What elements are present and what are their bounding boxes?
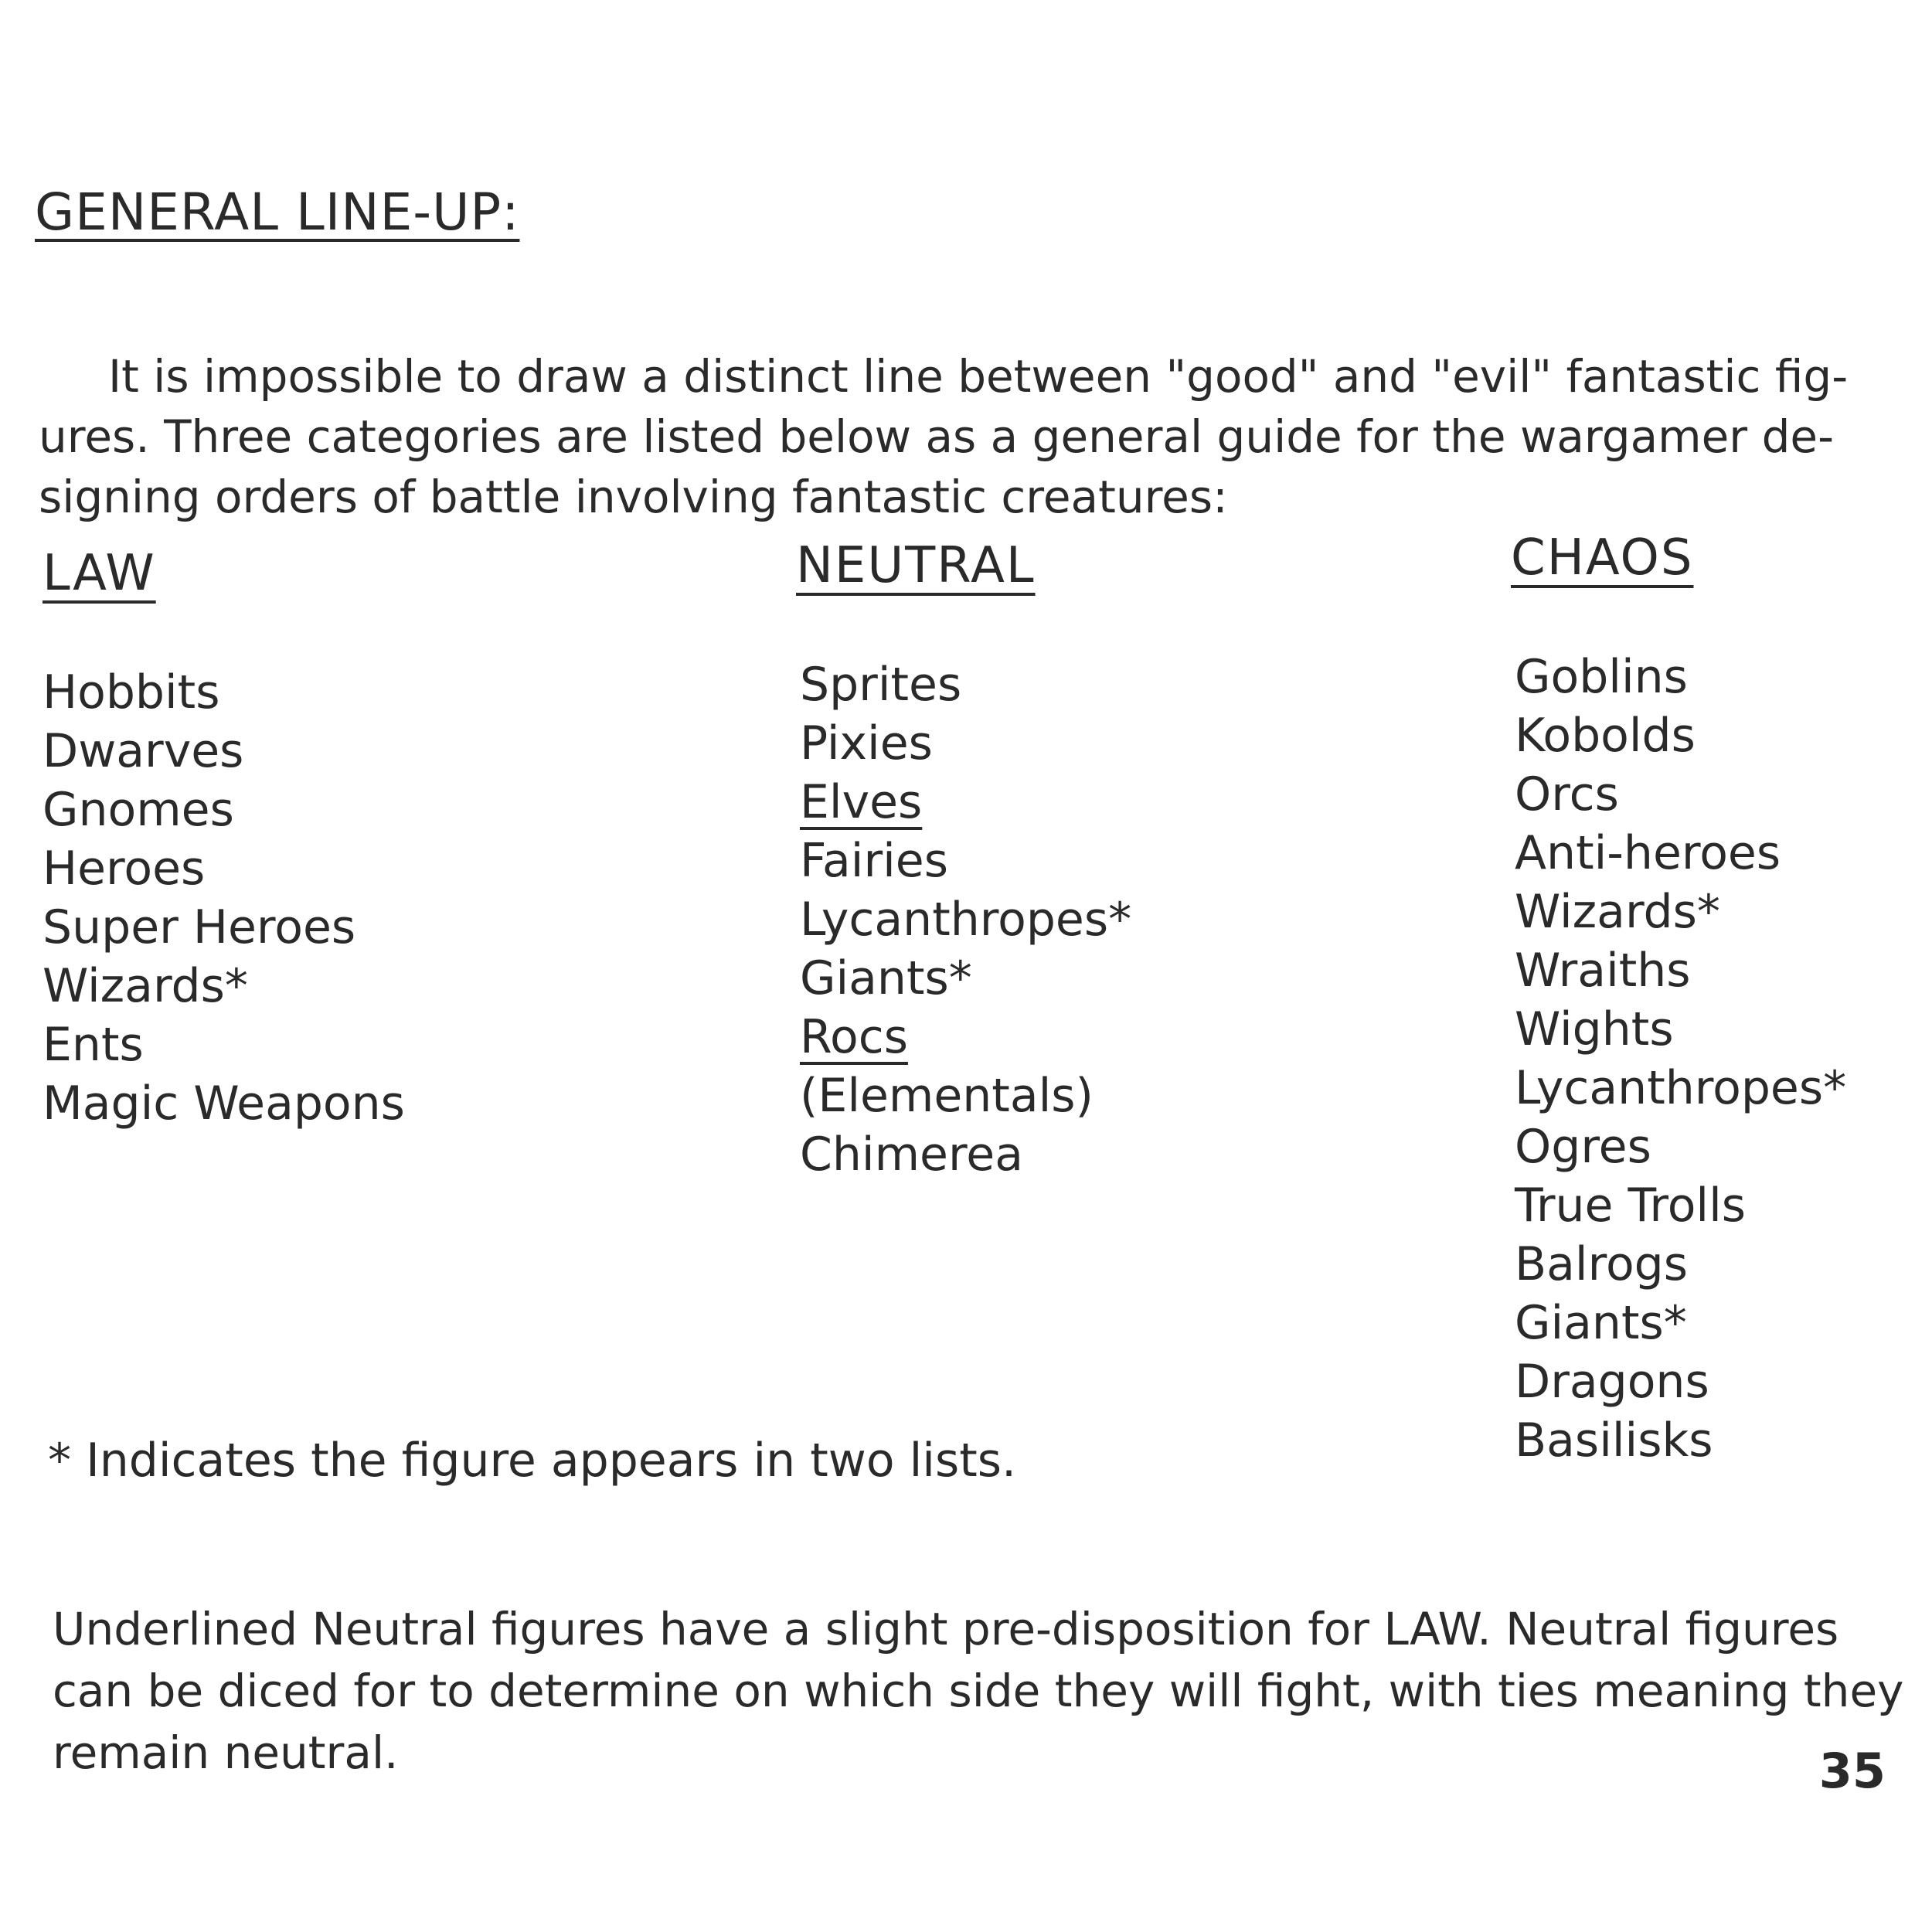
closing-paragraph [53, 1598, 1904, 1784]
neutral-list [800, 655, 1131, 1184]
intro-line: It is impossible to draw a distinct line between "good" and "evil" fantastic fig- [108, 350, 1849, 403]
closing-line: Underlined Neutral figures have a slight pre-disposition for LAW. Neutral figures [53, 1603, 1839, 1655]
law-item: Magic Weapons [43, 1077, 405, 1131]
law-item: Heroes [43, 842, 206, 896]
closing-line: remain neutral. [53, 1726, 399, 1779]
chaos-item: Orcs [1515, 767, 1619, 821]
neutral-item: Lycanthropes* [800, 893, 1132, 947]
chaos-item: Anti-heroes [1515, 826, 1781, 880]
law-item: Ents [43, 1018, 144, 1072]
neutral-item [800, 1008, 1131, 1066]
neutral-item-underlined: Elves [800, 775, 923, 829]
neutral-item: Chimerea [800, 1128, 1023, 1182]
chaos-item: Wraiths [1515, 944, 1691, 998]
law-item: Hobbits [43, 665, 220, 719]
neutral-item-underlined: Rocs [800, 1010, 908, 1064]
chaos-item: Basilisks [1515, 1413, 1713, 1468]
neutral-item: Giants* [800, 951, 972, 1005]
neutral-item: Fairies [800, 834, 948, 888]
page-number: 35 [1818, 1743, 1886, 1799]
neutral-column-heading: NEUTRAL [796, 537, 1036, 594]
intro-line: ures. Three categories are listed below as a general guide for the wargamer de- [39, 410, 1835, 463]
law-column-heading: LAW [43, 545, 156, 602]
chaos-item: Dragons [1515, 1355, 1709, 1409]
neutral-item: (Elementals) [800, 1069, 1094, 1123]
chaos-item: Kobolds [1515, 709, 1696, 763]
law-item: Gnomes [43, 783, 234, 837]
law-item: Dwarves [43, 724, 244, 778]
neutral-item: Pixies [800, 716, 933, 770]
closing-line: can be diced for to determine on which side they will fight, with ties meaning they [53, 1665, 1904, 1717]
chaos-item: True Trolls [1515, 1179, 1747, 1233]
chaos-item: Goblins [1515, 650, 1688, 704]
footnote: * Indicates the figure appears in two lists. [48, 1434, 1017, 1488]
law-item: Super Heroes [43, 900, 356, 954]
law-list [43, 663, 405, 1133]
chaos-column-heading: CHAOS [1511, 529, 1694, 587]
intro-paragraph [39, 346, 1878, 527]
neutral-item [800, 773, 1131, 832]
page-heading: GENERAL LINE-UP: [35, 182, 520, 242]
intro-line: signing orders of battle involving fantastic creatures: [39, 471, 1228, 523]
law-item: Wizards* [43, 959, 248, 1013]
chaos-list [1515, 648, 1846, 1470]
chaos-item: Wizards* [1515, 885, 1720, 939]
chaos-item: Ogres [1515, 1120, 1651, 1174]
chaos-item: Balrogs [1515, 1237, 1689, 1291]
chaos-item: Giants* [1515, 1296, 1687, 1350]
neutral-item: Sprites [800, 658, 962, 712]
chaos-item: Wights [1515, 1002, 1674, 1056]
chaos-item: Lycanthropes* [1515, 1061, 1847, 1115]
